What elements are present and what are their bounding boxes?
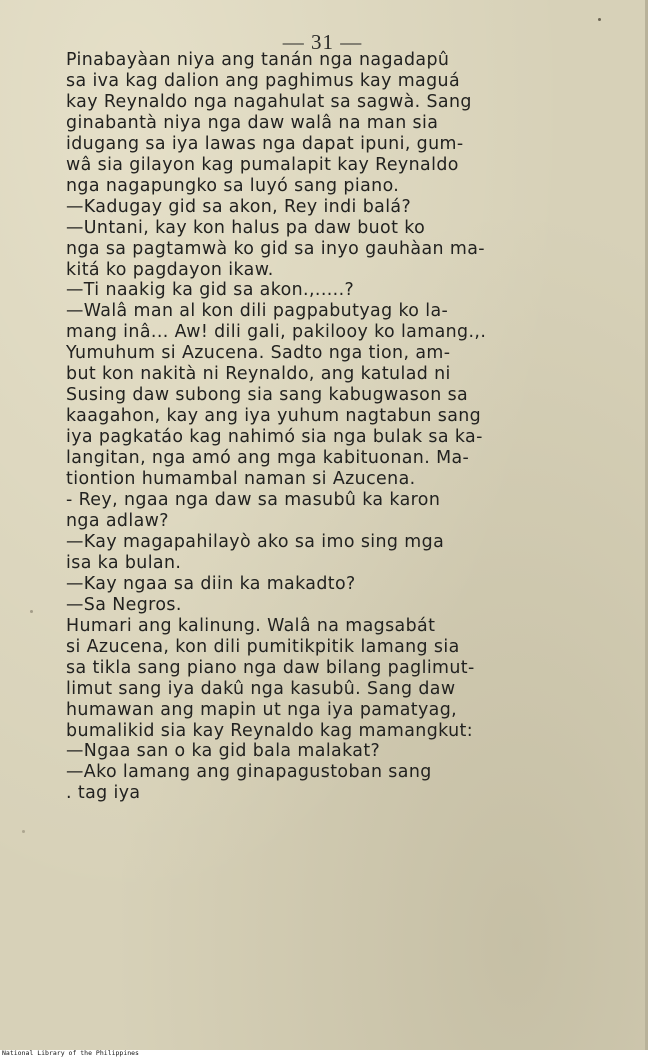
text-line: kitá ko pagdayon ikaw. <box>66 259 274 280</box>
text-line: wâ sia gilayon kag pumalapit kay Reynaldo <box>66 154 459 175</box>
text-line: —Untani, kay kon halus pa daw buot ko <box>66 217 426 238</box>
text-line: nga sa pagtamwà ko gid sa inyo gauhàan ma- <box>66 238 485 259</box>
text-line: si Azucena, kon dili pumitikpitik lamang sia <box>66 636 460 657</box>
text-line: - Rey, ngaa nga daw sa masubû ka karon <box>66 490 441 511</box>
text-line: nga adlaw? <box>66 510 169 531</box>
text-line: nga nagapungko sa luyó sang piano. <box>66 175 400 196</box>
text-line: —Ngaa san o ka gid bala malakat? <box>66 741 381 762</box>
text-line: Susing daw subong sia sang kabugwason sa <box>66 385 469 406</box>
text-line: sa tikla sang piano nga daw bilang paglimut- <box>66 657 475 678</box>
text-line: —Ti naakig ka gid sa akon.,.....? <box>66 280 355 301</box>
text-line: iya pagkatáo kag nahimó sia nga bulak sa ka- <box>66 427 483 448</box>
page-number: — 31 — <box>282 30 363 54</box>
text-line: Humari ang kalinung. Walâ na magsabát <box>66 615 436 636</box>
text-line: idugang sa iya lawas nga dapat ipuni, gum- <box>66 133 464 154</box>
text-line: langitan, nga amó ang mga kabituonan. Ma- <box>66 448 470 469</box>
paper-speck <box>598 18 601 21</box>
library-credit: National Library of the Philippines <box>2 1049 139 1057</box>
text-line: —Walâ man al kon dili pagpabutyag ko la- <box>66 301 449 322</box>
text-line: but kon nakità ni Reynaldo, ang katulad ni <box>66 364 451 385</box>
text-line: —Sa Negros. <box>66 594 182 615</box>
text-line: kaagahon, kay ang iya yuhum nagtabun sang <box>66 406 482 427</box>
text-line: —Kadugay gid sa akon, Rey indi balá? <box>66 196 412 217</box>
text-line: —Ako lamang ang ginapagustoban sang <box>66 762 432 783</box>
text-line: —Kay ngaa sa diin ka makadto? <box>66 573 356 594</box>
text-line: mang inâ... Aw! dili gali, pakilooy ko lamang.,. <box>66 322 487 343</box>
body-text <box>66 50 534 804</box>
paper-speck <box>30 610 33 613</box>
text-line: humawan ang mapin ut nga iya pamatyag, <box>66 699 458 720</box>
text-line: ginabantà niya nga daw walâ na man sia <box>66 112 439 133</box>
text-line: sa iva kag dalion ang paghimus kay maguá <box>66 70 461 91</box>
text-line: bumalikid sia kay Reynaldo kag mamangkut: <box>66 720 474 741</box>
text-line: Yumuhum si Azucena. Sadto nga tion, am- <box>66 343 451 364</box>
text-line: Pinabayàan niya ang tanán nga nagadapû <box>66 50 450 70</box>
text-line: . tag iya <box>66 783 141 804</box>
text-line: isa ka bulan. <box>66 552 182 573</box>
text-line: tiontion humambal naman si Azucena. <box>66 469 416 490</box>
paper-speck <box>22 830 25 833</box>
text-line: kay Reynaldo nga nagahulat sa sagwà. Sang <box>66 91 472 112</box>
text-line: —Kay magapahilayò ako sa imo sing mga <box>66 531 445 552</box>
text-line: limut sang iya dakû nga kasubû. Sang daw <box>66 678 456 699</box>
